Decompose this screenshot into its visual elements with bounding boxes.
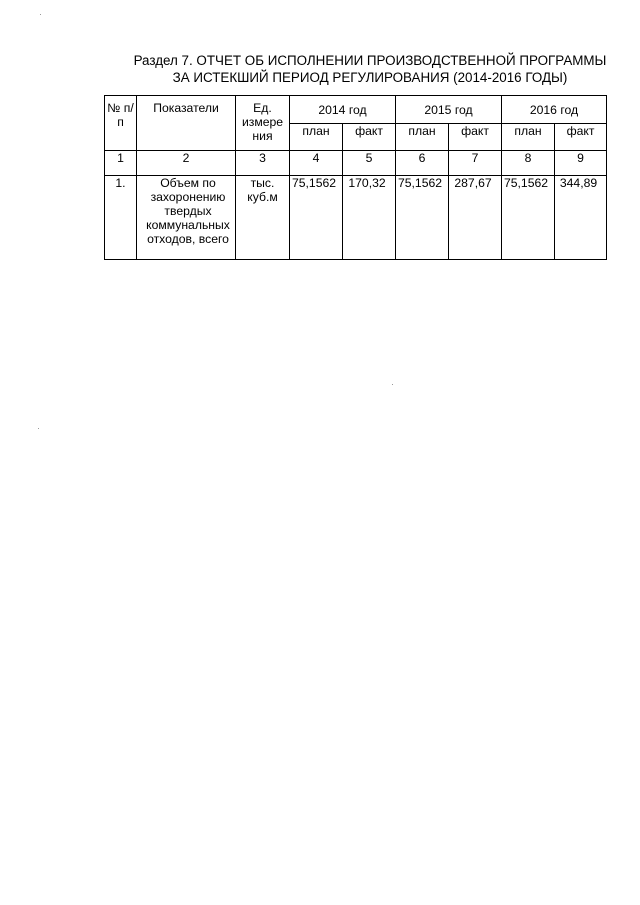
report-title [120, 52, 620, 86]
column-number: 5 [343, 151, 396, 176]
table-row [105, 176, 607, 260]
column-number: 2 [137, 151, 236, 176]
header-fact-2015: факт [449, 124, 502, 151]
header-year-2015: 2015 год [396, 96, 502, 124]
value-2014-fact: 170,32 [343, 176, 396, 260]
header-plan-2016: план [502, 124, 555, 151]
scan-speck [392, 384, 393, 385]
header-plan-2015: план [396, 124, 449, 151]
row-indicator: Объем по захоронению твердых коммунальных отходов, всего [137, 176, 236, 260]
header-plan-2014: план [290, 124, 343, 151]
value-2015-fact: 287,67 [449, 176, 502, 260]
header-row-years [105, 96, 607, 124]
title-line-1: Раздел 7. ОТЧЕТ ОБ ИСПОЛНЕНИИ ПРОИЗВОДСТВЕННОЙ ПРОГРАММЫ [133, 53, 607, 68]
value-2016-fact: 344,89 [555, 176, 607, 260]
column-number: 8 [502, 151, 555, 176]
value-2015-plan: 75,1562 [396, 176, 449, 260]
scan-speck [40, 14, 41, 15]
header-fact-2016: факт [555, 124, 607, 151]
column-number: 4 [290, 151, 343, 176]
column-number: 6 [396, 151, 449, 176]
column-number: 9 [555, 151, 607, 176]
scan-speck [38, 428, 39, 429]
column-number: 1 [105, 151, 137, 176]
header-year-2016: 2016 год [502, 96, 607, 124]
header-unit: Ед. измере ния [236, 96, 290, 151]
header-year-2014: 2014 год [290, 96, 396, 124]
value-2016-plan: 75,1562 [502, 176, 555, 260]
report-table [104, 95, 607, 260]
header-indicators: Показатели [137, 96, 236, 151]
row-unit: тыс. куб.м [236, 176, 290, 260]
column-number-row [105, 151, 607, 176]
row-number: 1. [105, 176, 137, 260]
column-number: 7 [449, 151, 502, 176]
value-2014-plan: 75,1562 [290, 176, 343, 260]
header-fact-2014: факт [343, 124, 396, 151]
header-num: № п/п [105, 96, 137, 151]
title-line-2: ЗА ИСТЕКШИЙ ПЕРИОД РЕГУЛИРОВАНИЯ (2014-2016 ГОДЫ) [172, 70, 568, 85]
column-number: 3 [236, 151, 290, 176]
